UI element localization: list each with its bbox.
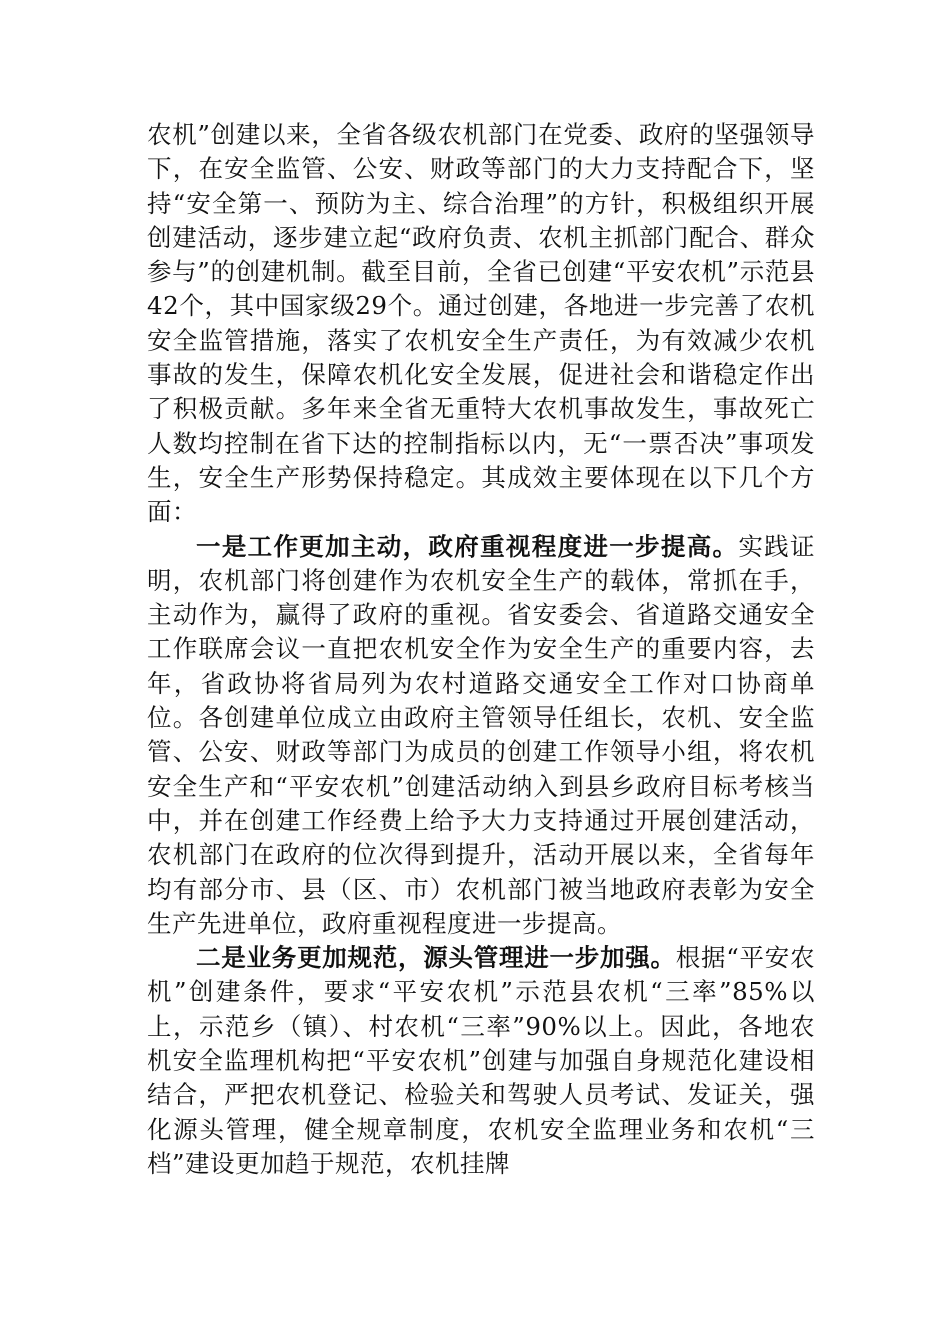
- paragraph-point-two-heading: 二是业务更加规范，源头管理进一步加强。: [196, 943, 676, 973]
- paragraph-point-one-heading: 一是工作更加主动，政府重视程度进一步提高。: [196, 531, 739, 561]
- paragraph-point-two: [147, 941, 815, 1181]
- paragraph-intro-text: 农机”创建以来，全省各级农机部门在党委、政府的坚强领导下，在安全监管、公安、财政等部门的大力支持配合下，坚持“安全第一、预防为主、综合治理”的方针，积极组织开展创建活动，逐步建立起“政府负责、农机主抓部门配合、群众参与”的创建机制。截至目前，全省已创建“平安农机”示范县42个，其中国家级29个。通过创建，各地进一步完善了农机安全监管措施，落实了农机安全生产责任，为有效减少农机事故的发生，保障农机化安全发展，促进社会和谐稳定作出了积极贡献。多年来全省无重特大农机事故发生，事故死亡人数均控制在省下达的控制指标以内，无“一票否决”事项发生，安全生产形势保持稳定。其成效主要体现在以下几个方面：: [147, 120, 815, 527]
- paragraph-intro: [147, 118, 815, 530]
- paragraph-point-one: [147, 530, 815, 942]
- paragraph-point-one-text: 实践证明，农机部门将创建作为农机安全生产的载体，常抓在手，主动作为，赢得了政府的重视。省安委会、省道路交通安全工作联席会议一直把农机安全作为安全生产的重要内容，去年，省政协将省局列为农村道路交通安全工作对口协商单位。各创建单位成立由政府主管领导任组长，农机、安全监管、公安、财政等部门为成员的创建工作领导小组，将农机安全生产和“平安农机”创建活动纳入到县乡政府目标考核当中，并在创建工作经费上给予大力支持通过开展创建活动，农机部门在政府的位次得到提升，活动开展以来，全省每年均有部分市、县（区、市）农机部门被当地政府表彰为安全生产先进单位，政府重视程度进一步提高。: [147, 531, 816, 938]
- paragraph-point-two-text: 根据“平安农机”创建条件，要求“平安农机”示范县农机“三率”85%以上，示范乡（镇）、村农机“三率”90%以上。因此，各地农机安全监理机构把“平安农机”创建与加强自身规范化建设相结合，严把农机登记、检验关和驾驶人员考试、发证关，强化源头管理，健全规章制度，农机安全监理业务和农机“三档”建设更加趋于规范，农机挂牌: [147, 943, 816, 1178]
- document-body: [147, 118, 815, 1181]
